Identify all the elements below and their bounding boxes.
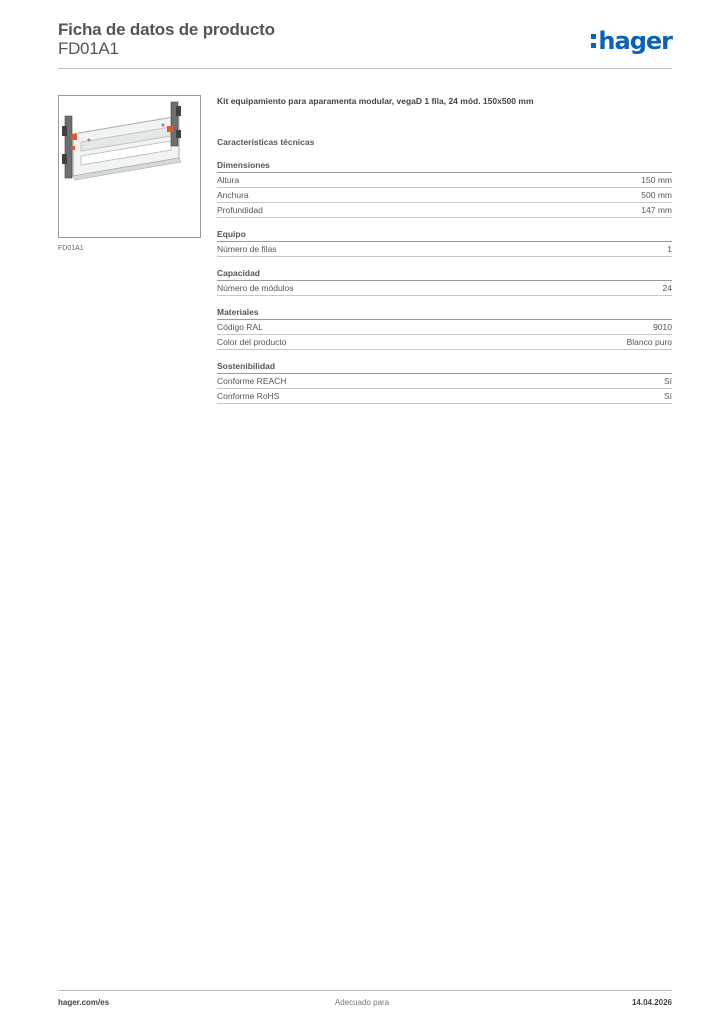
section-sostenibilidad (217, 361, 672, 404)
spec-value: 9010 (653, 322, 672, 332)
tech-characteristics-heading: Características técnicas (217, 137, 315, 147)
spec-row (217, 320, 672, 335)
spec-label: Altura (217, 175, 240, 185)
section-capacidad (217, 268, 672, 296)
spec-value: Sí (663, 376, 672, 386)
spec-row (217, 242, 672, 257)
spec-row (217, 281, 672, 296)
page-title: Ficha de datos de producto (58, 20, 275, 39)
footer-note: Adecuado para (334, 998, 390, 1007)
spec-label: Profundidad (217, 205, 263, 215)
spec-value: Sí (663, 391, 672, 401)
spec-value: 500 mm (641, 190, 672, 200)
section-title: Equipo (217, 229, 672, 242)
spec-value: 1 (667, 244, 672, 254)
footer-website-link[interactable]: hager.com/es (58, 998, 110, 1007)
spec-value: 24 (662, 283, 672, 293)
spec-label: Número de filas (217, 244, 277, 254)
spec-row (217, 389, 672, 404)
product-reference: FD01A1 (58, 39, 119, 58)
spec-value: 147 mm (641, 205, 672, 215)
section-materiales (217, 307, 672, 350)
modular-equipment-kit-icon (59, 96, 200, 237)
spec-row (217, 173, 672, 188)
spec-label: Color del producto (217, 337, 287, 347)
product-description: Kit equipamiento para aparamenta modular, vegaD 1 fila, 24 mód. 150x500 mm (217, 96, 534, 106)
spec-row (217, 203, 672, 218)
spec-row (217, 374, 672, 389)
spec-value: 150 mm (641, 175, 672, 185)
hager-logo (591, 26, 672, 56)
product-image (58, 95, 201, 238)
spec-label: Anchura (217, 190, 249, 200)
section-title: Capacidad (217, 268, 672, 281)
spec-row (217, 188, 672, 203)
footer-divider (58, 990, 672, 991)
spec-value: Blanco puro (626, 337, 672, 347)
logo-dots-icon (591, 34, 596, 48)
section-dimensiones (217, 160, 672, 218)
spec-label: Número de módulos (217, 283, 294, 293)
header-divider (58, 68, 672, 69)
spec-label: Código RAL (217, 322, 263, 332)
spec-label: Conforme REACH (217, 376, 287, 386)
product-details (217, 96, 672, 415)
section-title: Materiales (217, 307, 672, 320)
section-title: Sostenibilidad (217, 361, 672, 374)
spec-row (217, 335, 672, 350)
image-caption: FD01A1 (58, 245, 84, 252)
section-title: Dimensiones (217, 160, 672, 173)
spec-label: Conforme RoHS (217, 391, 280, 401)
section-equipo (217, 229, 672, 257)
footer-date: 14.04.2026 (631, 998, 672, 1007)
logo-text: hager (598, 27, 672, 55)
